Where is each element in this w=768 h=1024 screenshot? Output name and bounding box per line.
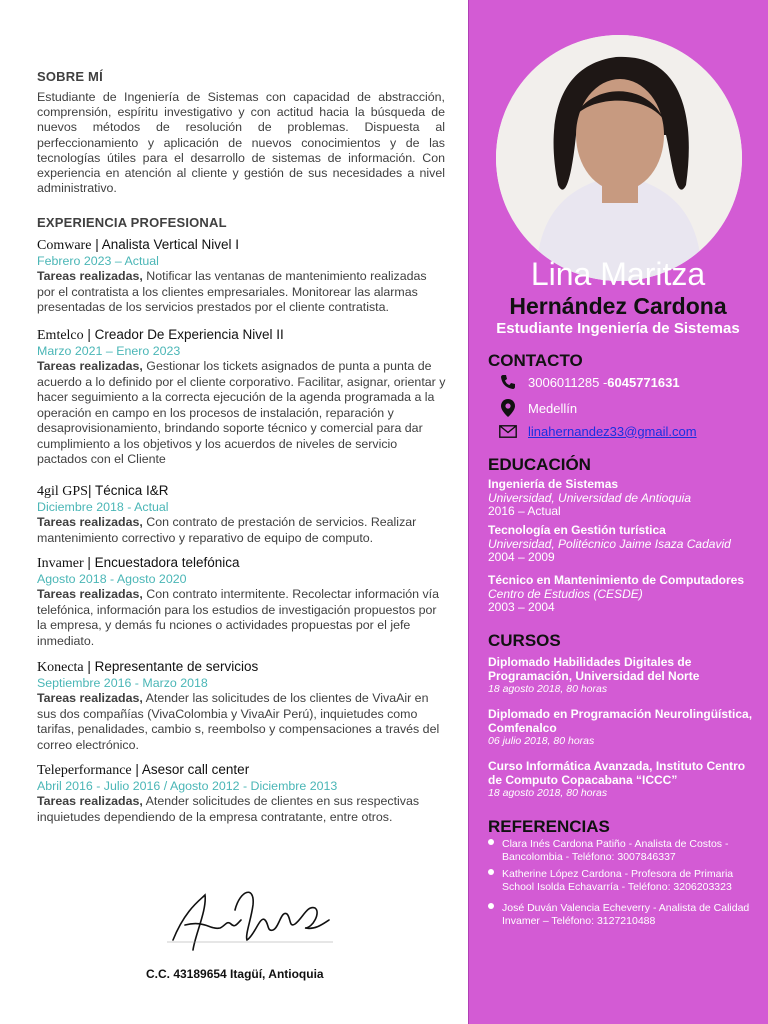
courses-heading: CURSOS (488, 631, 561, 650)
contact-heading: CONTACTO (488, 351, 583, 370)
reference-item (488, 902, 763, 927)
name-first: Lina Maritza (530, 256, 706, 292)
job-title (37, 327, 447, 344)
id-line: C.C. 43189654 Itagüí, Antioquia (146, 967, 324, 981)
job-company: Konecta (37, 660, 84, 675)
job-role: | Creador De Experiencia Nivel II (83, 327, 284, 342)
job-label: Tareas realizadas, (37, 794, 143, 808)
education-school: Universidad, Universidad de Antioquia (488, 490, 692, 505)
name-last: Hernández Cardona (509, 293, 727, 319)
contact-phone (498, 372, 680, 392)
job-company: Emtelco (37, 328, 84, 343)
reference-text: José Duván Valencia Echeverry - Analista de Calidad Invamer – Teléfono: 3127210488 (502, 902, 750, 927)
job-description (37, 359, 447, 468)
job-desc-text: Atender solicitudes de clientes en sus respectivas inquietudes dependiendo de la empresa contratante, entre otros. (37, 794, 420, 824)
references-heading: REFERENCIAS (488, 817, 610, 836)
experience-heading: EXPERIENCIA PROFESIONAL (37, 215, 227, 230)
email-link[interactable]: linahernandez33@gmail.com (528, 423, 697, 439)
job-desc-text: Con contrato intermitente. Recolectar información vía telefónica, información para los estudios de investigación propuestos por la empresa, y demás fu nciones o actividades propuestas por el jefe inmediato. (37, 587, 439, 648)
job-label: Tareas realizadas, (37, 515, 143, 529)
bullet-icon (488, 903, 494, 909)
job-dates: Septiembre 2016 - Marzo 2018 (37, 676, 208, 690)
bullet-icon (488, 869, 494, 875)
education-heading: EDUCACIÓN (488, 455, 591, 474)
job-title (37, 237, 447, 254)
job-description (37, 515, 447, 546)
education-item (488, 574, 763, 615)
city: Medellín (528, 400, 578, 416)
job-title (37, 483, 447, 500)
job-description (37, 691, 447, 753)
phone-secondary: 6045771631 (607, 374, 680, 390)
job-entry (37, 237, 447, 316)
job-company: 4gil GPS (37, 484, 88, 499)
course-date: 18 agosto 2018, 80 horas (488, 683, 608, 695)
job-dates: Diciembre 2018 - Actual (37, 500, 169, 514)
job-role: | Asesor call center (131, 762, 250, 777)
reference-item (488, 838, 763, 863)
education-item (488, 524, 763, 565)
course-item (488, 656, 758, 696)
job-description (37, 587, 447, 649)
job-company: Comware (37, 238, 92, 253)
course-title: Diplomado en Programación Neurolingüística, Comfenalco (488, 707, 753, 735)
location-pin-icon (498, 398, 518, 418)
education-years: 2003 – 2004 (488, 600, 555, 614)
education-years: 2016 – Actual (488, 504, 561, 518)
job-role: | Técnica I&R (87, 483, 169, 498)
job-description (37, 794, 447, 825)
job-label: Tareas realizadas, (37, 269, 143, 283)
job-dates: Agosto 2018 - Agosto 2020 (37, 572, 187, 586)
job-desc-text: Con contrato de prestación de servicios. Realizar mantenimiento correctivo y reparativo de equipo de computo. (37, 515, 417, 545)
divider (468, 0, 469, 1024)
job-title (37, 762, 447, 779)
job-entry (37, 659, 447, 753)
course-title: Curso Informática Avanzada, Instituto Centro de Computo Copacabana “ICCC” (488, 759, 746, 787)
job-entry (37, 483, 447, 546)
job-dates: Abril 2016 - Julio 2016 / Agosto 2012 - Diciembre 2013 (37, 779, 338, 793)
job-role: | Analista Vertical Nivel I (91, 237, 240, 252)
envelope-icon (498, 421, 518, 441)
job-company: Teleperformance (37, 763, 132, 778)
education-years: 2004 – 2009 (488, 550, 555, 564)
job-dates: Febrero 2023 – Actual (37, 254, 159, 268)
job-dates: Marzo 2021 – Enero 2023 (37, 344, 181, 358)
profile-title: Estudiante Ingeniería de Sistemas (496, 320, 740, 337)
reference-text: Clara Inés Cardona Patiño - Analista de Costos - Bancolombia - Teléfono: 3007846337 (502, 838, 729, 863)
signature-stroke (173, 892, 329, 950)
job-entry (37, 762, 447, 825)
job-desc-text: Atender las solicitudes de los clientes de VivaAir en sus dos compañías (VivaColombia y VivaAir Perú), inquietudes como tarifas, penalidades, cambio s, reembolso y compensaciones a través del correo electrónico. (37, 691, 440, 752)
job-title (37, 659, 447, 676)
job-desc-text: Gestionar los tickets asignados de punta a punta de acuerdo a lo definido por el cliente corporativo. Facilitar, asignar, orientar y hacer seguimiento a la correcta ejecución de la agenda programada a la operación en campo en los procesos de instalación, reparación y desaprovisionamiento, brindando soporte técnico y comercial para dar cumplimiento a los objetivos y los acuerdos de niveles de servicio pactados con el Cliente (37, 359, 446, 466)
about-text: Estudiante de Ingeniería de Sistemas con capacidad de abstracción, comprensión, espíritu investigativo y con actitud hacia la búsqueda de nuevos métodos de resolución de problemas. Dispuesta al perfeccionamiento y aplicación de nuevos conocimientos y de las tecnologías útiles para el desarrollo de sistemas de información. Con experiencia en atención al cliente y gestión de sus necesidades a nivel administrativo. (37, 90, 445, 196)
bullet-icon (488, 839, 494, 845)
education-title: Tecnología en Gestión turística (488, 523, 666, 537)
reference-item (488, 868, 763, 893)
course-title: Diplomado Habilidades Digitales de Programación, Universidad del Norte (488, 655, 700, 683)
job-role: | Encuestadora telefónica (83, 555, 240, 570)
phone-primary: 3006011285 - (528, 374, 608, 390)
contact-location (498, 398, 577, 418)
education-title: Técnico en Mantenimiento de Computadores (488, 573, 745, 587)
course-item (488, 760, 758, 800)
job-company: Invamer (37, 556, 84, 571)
course-date: 06 julio 2018, 80 horas (488, 735, 595, 747)
course-date: 18 agosto 2018, 80 horas (488, 787, 608, 799)
reference-text: Katherine López Cardona - Profesora de Primaria School Isolda Echavarría - Teléfono: 3206203323 (502, 868, 734, 893)
job-label: Tareas realizadas, (37, 691, 143, 705)
about-heading: SOBRE MÍ (37, 69, 103, 84)
education-school: Centro de Estudios (CESDE) (488, 586, 643, 601)
job-label: Tareas realizadas, (37, 587, 143, 601)
education-school: Universidad, Politécnico Jaime Isaza Cadavid (488, 536, 731, 551)
job-label: Tareas realizadas, (37, 359, 143, 373)
job-role: | Representante de servicios (83, 659, 259, 674)
contact-email (498, 421, 697, 441)
course-item (488, 708, 758, 748)
photo-neck (602, 185, 638, 203)
job-desc-text: Notificar las ventanas de mantenimiento realizadas por el contratista a los clientes empresariales. Monitorear las alarmas presentadas de los servicios prestados por el cliente contratista. (37, 269, 427, 314)
job-entry (37, 327, 447, 468)
job-entry (37, 555, 447, 649)
education-item (488, 478, 763, 519)
education-title: Ingeniería de Sistemas (488, 477, 619, 491)
job-title (37, 555, 447, 572)
signature-image (165, 880, 335, 955)
phone-icon (498, 372, 518, 392)
profile-photo (496, 35, 742, 281)
job-description (37, 269, 447, 316)
profile-photo-illustration (496, 35, 742, 281)
